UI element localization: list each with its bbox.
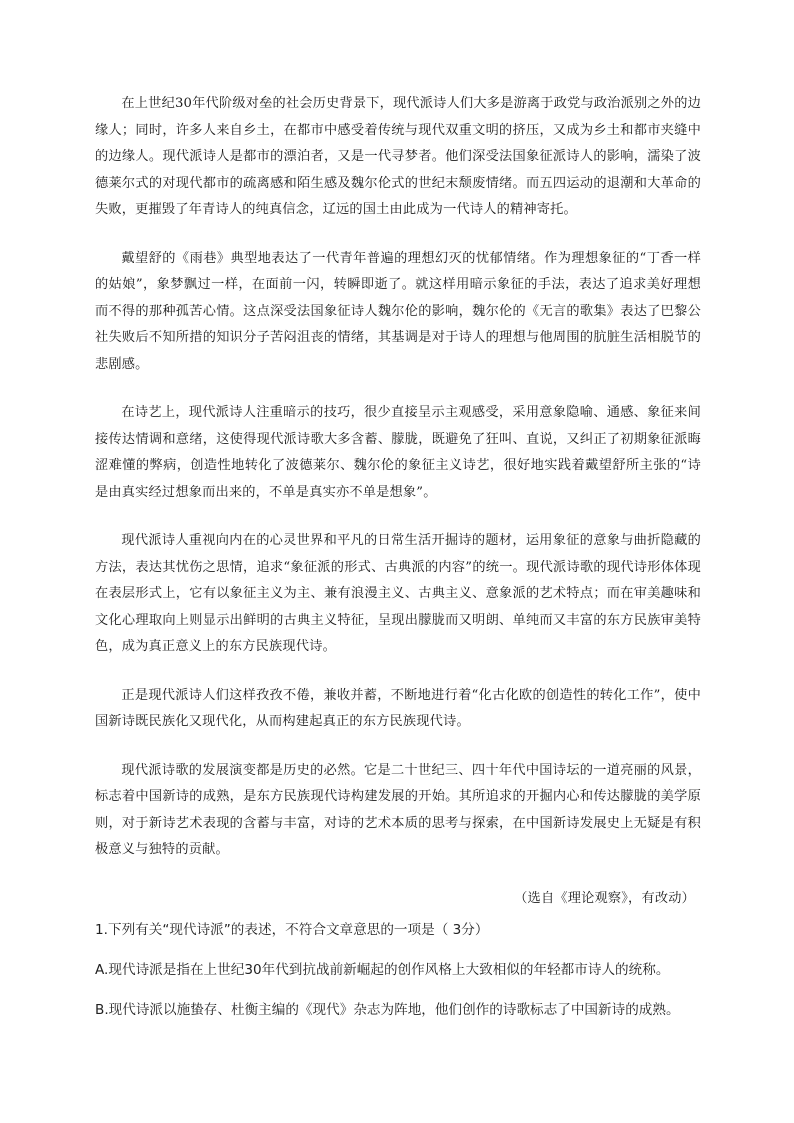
article-paragraph-6: 现代派诗歌的发展演变都是历史的必然。它是二十世纪三、四十年代中国诗坛的一道亮丽的风景，标志着中国新诗的成熟，是东方民族现代诗构建发展的开始。其所追求的开掘内心和传达朦胧的美学原则，对于新诗艺术表现的含蓄与丰富，对诗的艺术本质的思考与探索，在中国新诗发展史上无疑是有积极意义与独特的贡献。 [95,762,701,857]
question-1-stem: 1.下列有关“现代诗派”的表述，不符合文章意思的一项是（ 3分） [95,922,489,938]
article-source: （选自《理论观察》，有改动） [514,890,695,906]
article-body [95,91,701,912]
question-1-option-b: B.现代诗派以施蛰存、杜衡主编的《现代》杂志为阵地，他们创作的诗歌标志了中国新诗的成熟。 [95,1002,680,1018]
article-paragraph-4: 现代派诗人重视向内在的心灵世界和平凡的日常生活开掘诗的题材，运用象征的意象与曲折隐藏的方法，表达其忧伤之思情，追求“象征派的形式、古典派的内容”的统一。现代派诗歌的现代诗形体体现在表层形式上，它有以象征主义为主、兼有浪漫主义、古典主义、意象派的艺术特点；而在审美趣味和文化心理取向上则显示出鲜明的古典主义特征，呈现出朦胧而又明朗、单纯而又丰富的东方民族审美特色，成为真正意义上的东方民族现代诗。 [95,533,701,654]
question-1-option-a: A.现代诗派是指在上世纪30年代到抗战前新崛起的创作风格上大致相似的年轻都市诗人的统称。 [95,962,670,978]
article-paragraph-2: 戴望舒的《雨巷》典型地表达了一代青年普遍的理想幻灭的忧郁情绪。作为理想象征的“丁香一样的姑娘”，象梦飘过一样，在面前一闪，转瞬即逝了。就这样用暗示象征的手法，表达了追求美好理想而不得的那种孤苦心情。这点深受法国象征诗人魏尔伦的影响，魏尔伦的《无言的歌集》表达了巴黎公社失败后不知所措的知识分子苦闷沮丧的情绪，其基调是对于诗人的理想与他周围的肮脏生活相脱节的悲剧感。 [95,250,701,372]
article-paragraph-1: 在上世纪30年代阶级对垒的社会历史背景下，现代派诗人们大多是游离于政党与政治派别之外的边缘人；同时，许多人来自乡土，在都市中感受着传统与现代双重文明的挤压，又成为乡土和都市夹缝中的边缘人。现代派诗人是都市的漂泊者，又是一代寻梦者。他们深受法国象征派诗人的影响，濡染了波德莱尔式的对现代都市的疏离感和陌生感及魏尔伦式的世纪末颓废情绪。而五四运动的退潮和大革命的失败，更摧毁了年青诗人的纯真信念，辽远的国土由此成为一代诗人的精神寄托。 [95,96,701,217]
article-paragraph-3: 在诗艺上，现代派诗人注重暗示的技巧，很少直接呈示主观感受，采用意象隐喻、通感、象征来间接传达情调和意绪，这使得现代派诗歌大多含蓄、朦胧，既避免了狂叫、直说，又纠正了初期象征派晦涩难懂的弊病，创造性地转化了波德莱尔、魏尔伦的象征主义诗艺，很好地实践着戴望舒所主张的“诗是由真实经过想象而出来的，不单是真实亦不单是想象”。 [95,405,701,500]
questions-section [95,918,715,1038]
article-paragraph-5: 正是现代派诗人们这样孜孜不倦，兼收并蓄，不断地进行着“化古化欧的创造性的转化工作”，使中国新诗既民族化又现代化，从而构建起真正的东方民族现代诗。 [95,687,701,729]
